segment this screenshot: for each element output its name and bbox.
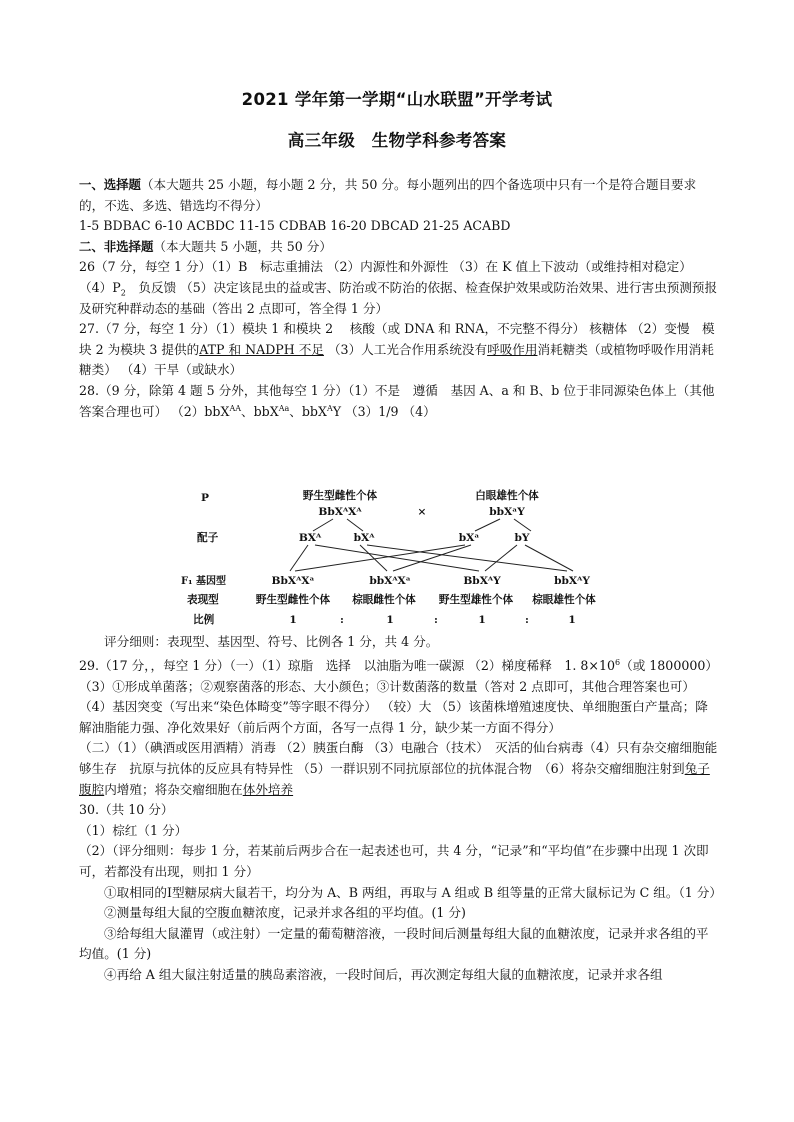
q30-step-1: ①取相同的Ⅰ型糖尿病大鼠若干，均分为 A、B 两组，再取与 A 组或 B 组等量的正常大鼠标记为 C 组。（1 分） bbox=[104, 884, 722, 900]
q28-sup: A bbox=[326, 403, 333, 413]
q29-part-a: 29.（17 分，，每空 1 分）（一）（1）琼脂 选择 以油脂为唯一碳源 （2）梯度稀释 1. 8×10 bbox=[79, 658, 615, 673]
q29-part2-b: 内增殖；将杂交瘤细胞在 bbox=[104, 781, 243, 797]
q30-line-1: （1）棕红（1 分） bbox=[79, 822, 188, 838]
q29-underline-b: 体外培养 bbox=[242, 781, 294, 797]
ratio-value: 1 bbox=[568, 614, 576, 626]
question-27 bbox=[79, 319, 719, 381]
f1-phenotype: 野生型雄性个体 bbox=[438, 594, 514, 606]
q29-part-b: （或 1800000） （3）①形成单菌落；②观察菌落的形态、大小颜色；③计数菌落的数量（答对 2 点即可，其他合理答案也可） （4）基因突变（写出来“染色体畸变”等字眼不得分） （较）大 （5）该菌株增殖速度快、单细胞蛋白产量高；降解油脂能力强、净化效果好（前后两个方面，各写一点得 1 分，缺少某一方面不得分） bbox=[79, 658, 718, 735]
cross-symbol: × bbox=[417, 506, 427, 518]
q28-sup: A bbox=[229, 403, 236, 413]
q26-subscript: 2 bbox=[120, 288, 126, 298]
q28-part-c: 、bbX bbox=[289, 403, 327, 419]
q30-step-3: ③给每组大鼠灌胃（或注射）一定量的葡萄糖溶液，一段时间后测量每组大鼠的血糖浓度，记录并求各组的平均值。(1 分) bbox=[79, 925, 709, 962]
q27-part-a: 27.（7 分，每空 1 分）（1）模块 1 和模块 2 核酸（或 DNA 和 RNA，不完整不得分） 核糖体 （2）变慢 模块 2 为模块 3 提供的 bbox=[79, 321, 715, 357]
f1-genotype: bbXᴬY bbox=[554, 575, 590, 587]
phenotype-label: 表现型 bbox=[187, 594, 219, 606]
answer-body bbox=[79, 175, 719, 422]
parent-gamete-line bbox=[347, 519, 363, 531]
question-28 bbox=[79, 381, 719, 422]
q28-part-d: Y （3）1/9 （4） bbox=[332, 403, 436, 419]
ratio-value: 1 bbox=[386, 614, 394, 626]
q28-sup: A bbox=[235, 403, 242, 413]
f1-genotype: bbXᴬXᵃ bbox=[369, 575, 411, 587]
section2-desc: （本大题共 5 小题，共 50 分） bbox=[153, 238, 332, 254]
question-29 bbox=[79, 656, 719, 738]
question-30-heading: 30.（共 10 分） bbox=[79, 802, 174, 818]
q30-step-4: ④再给 A 组大鼠注射适量的胰岛素溶液，一段时间后，再次测定每组大鼠的血糖浓度，记录并求各组 bbox=[104, 966, 663, 982]
q27-underline-2: 呼吸作用 bbox=[487, 341, 538, 357]
section2-heading: 二、非选择题 bbox=[79, 238, 154, 254]
q28-sup: a bbox=[284, 403, 290, 413]
combination-line bbox=[393, 545, 471, 571]
ratio-label: 比例 bbox=[193, 614, 215, 626]
gamete: bY bbox=[514, 532, 530, 544]
f1-label: F₁ 基因型 bbox=[181, 576, 226, 587]
parent-gamete-line bbox=[313, 519, 333, 531]
question-29-part-2 bbox=[79, 738, 719, 800]
f1-genotype: BbXᴬY bbox=[463, 575, 501, 587]
gamete: BXᴬ bbox=[298, 532, 322, 544]
f1-phenotype: 棕眼雌性个体 bbox=[352, 594, 416, 606]
q26-part-a: 26（7 分，每空 1 分）（1）B 标志重捕法 （2）内源性和外源性 （3）在 K 值上下波动（或维持相对稳定） （4）P bbox=[79, 259, 692, 295]
combination-line bbox=[295, 545, 465, 571]
q26-part-b: 负反馈 （5）决定该昆虫的益或害、防治或不防治的依据、检查保护效果或防治效果、进行害虫预测预报及研究种群动态的基础（答出 2 点即可，答全得 1 分） bbox=[79, 279, 718, 316]
page-title: 2021 学年第一学期“山水联盟”开学考试 bbox=[241, 90, 553, 109]
section1-desc: （本大题共 25 小题，每小题 2 分，共 50 分。每小题列出的四个备选项中只有一个是符合题目要求的，不选、多选、错选均不得分） bbox=[79, 177, 697, 213]
ratio-value: 1 bbox=[289, 614, 297, 626]
q28-part-b: 、bbX bbox=[241, 403, 279, 419]
p-label: P bbox=[201, 492, 209, 504]
f1-genotype: BbXᴬXᵃ bbox=[271, 575, 315, 587]
ratio-colon: : bbox=[340, 614, 344, 626]
gamete: bXᵃ bbox=[458, 532, 480, 544]
parent-gamete-line bbox=[475, 519, 500, 531]
q29-underline-a: 兔子腹腔 bbox=[79, 760, 710, 797]
q27-part-c: 消耗糖类（或植物呼吸作用消耗糖类） （4）干旱（或缺水） bbox=[79, 341, 714, 378]
q28-part-a: 28.（9 分，除第 4 题 5 分外，其他每空 1 分）（1）不是 遵循 基因 A、a 和 B、b 位于非同源染色体上（其他答案合理也可） （2）bbX bbox=[79, 382, 715, 419]
section1-heading: 一、选择题 bbox=[79, 177, 141, 192]
mc-answers: 1-5 BDBAC 6-10 ACBDC 11-15 CDBAB 16-20 DBCAD 21-25 ACABD bbox=[79, 218, 511, 234]
q28-sup: A bbox=[278, 403, 285, 413]
gamete: bXᴬ bbox=[353, 532, 375, 544]
father-phenotype: 白眼雄性个体 bbox=[475, 490, 539, 502]
f1-phenotype: 野生型雌性个体 bbox=[255, 594, 331, 606]
gamete-label: 配子 bbox=[197, 532, 219, 544]
answer-body-2 bbox=[79, 656, 722, 986]
mother-genotype: BbXᴬXᴬ bbox=[318, 506, 362, 518]
question-26 bbox=[79, 257, 719, 319]
ratio-value: 1 bbox=[478, 614, 486, 626]
q27-underline-1: ATP 和 NADPH 不足 bbox=[199, 341, 324, 357]
parent-gamete-line bbox=[514, 519, 531, 531]
combination-line bbox=[485, 545, 517, 571]
scoring-criteria: 评分细则：表现型、基因型、符号、比例各 1 分，共 4 分。 bbox=[104, 634, 439, 649]
q29-exponent: 6 bbox=[615, 657, 621, 667]
q30-line-2: （2）（评分细则：每步 1 分，若某前后两步合在一起表述也可，共 4 分，“记录”和“平均值”在步骤中出现 1 次即可，若都没有出现，则扣 1 分） bbox=[79, 843, 709, 879]
q27-part-b: （3）人工光合作用系统没有 bbox=[323, 341, 488, 357]
combination-line bbox=[290, 545, 308, 571]
section1-intro bbox=[79, 175, 719, 216]
combination-line bbox=[525, 545, 573, 571]
section2-intro bbox=[79, 237, 719, 258]
page-subtitle: 高三年级 生物学科参考答案 bbox=[287, 131, 507, 150]
father-genotype: bbXᵃY bbox=[489, 506, 525, 518]
q30-step-2: ②测量每组大鼠的空腹血糖浓度，记录并求各组的平均值。(1 分) bbox=[104, 905, 466, 921]
genetic-cross-diagram bbox=[181, 483, 615, 626]
mother-phenotype: 野生型雌性个体 bbox=[302, 490, 378, 502]
ratio-colon: : bbox=[434, 614, 438, 626]
q29-part2-a: （二）（1）（碘酒或医用酒精）消毒 （2）胰蛋白酶 （3）电融合（技术） 灭活的仙台病毒（4）只有杂交瘤细胞能够生存 抗原与抗体的反应具有特异性 （5）一群识别不同抗原部位的抗体混合物 （6）将杂交瘤细胞注射到 bbox=[79, 740, 718, 776]
ratio-colon: : bbox=[525, 614, 529, 626]
f1-phenotype: 棕眼雄性个体 bbox=[532, 594, 596, 606]
